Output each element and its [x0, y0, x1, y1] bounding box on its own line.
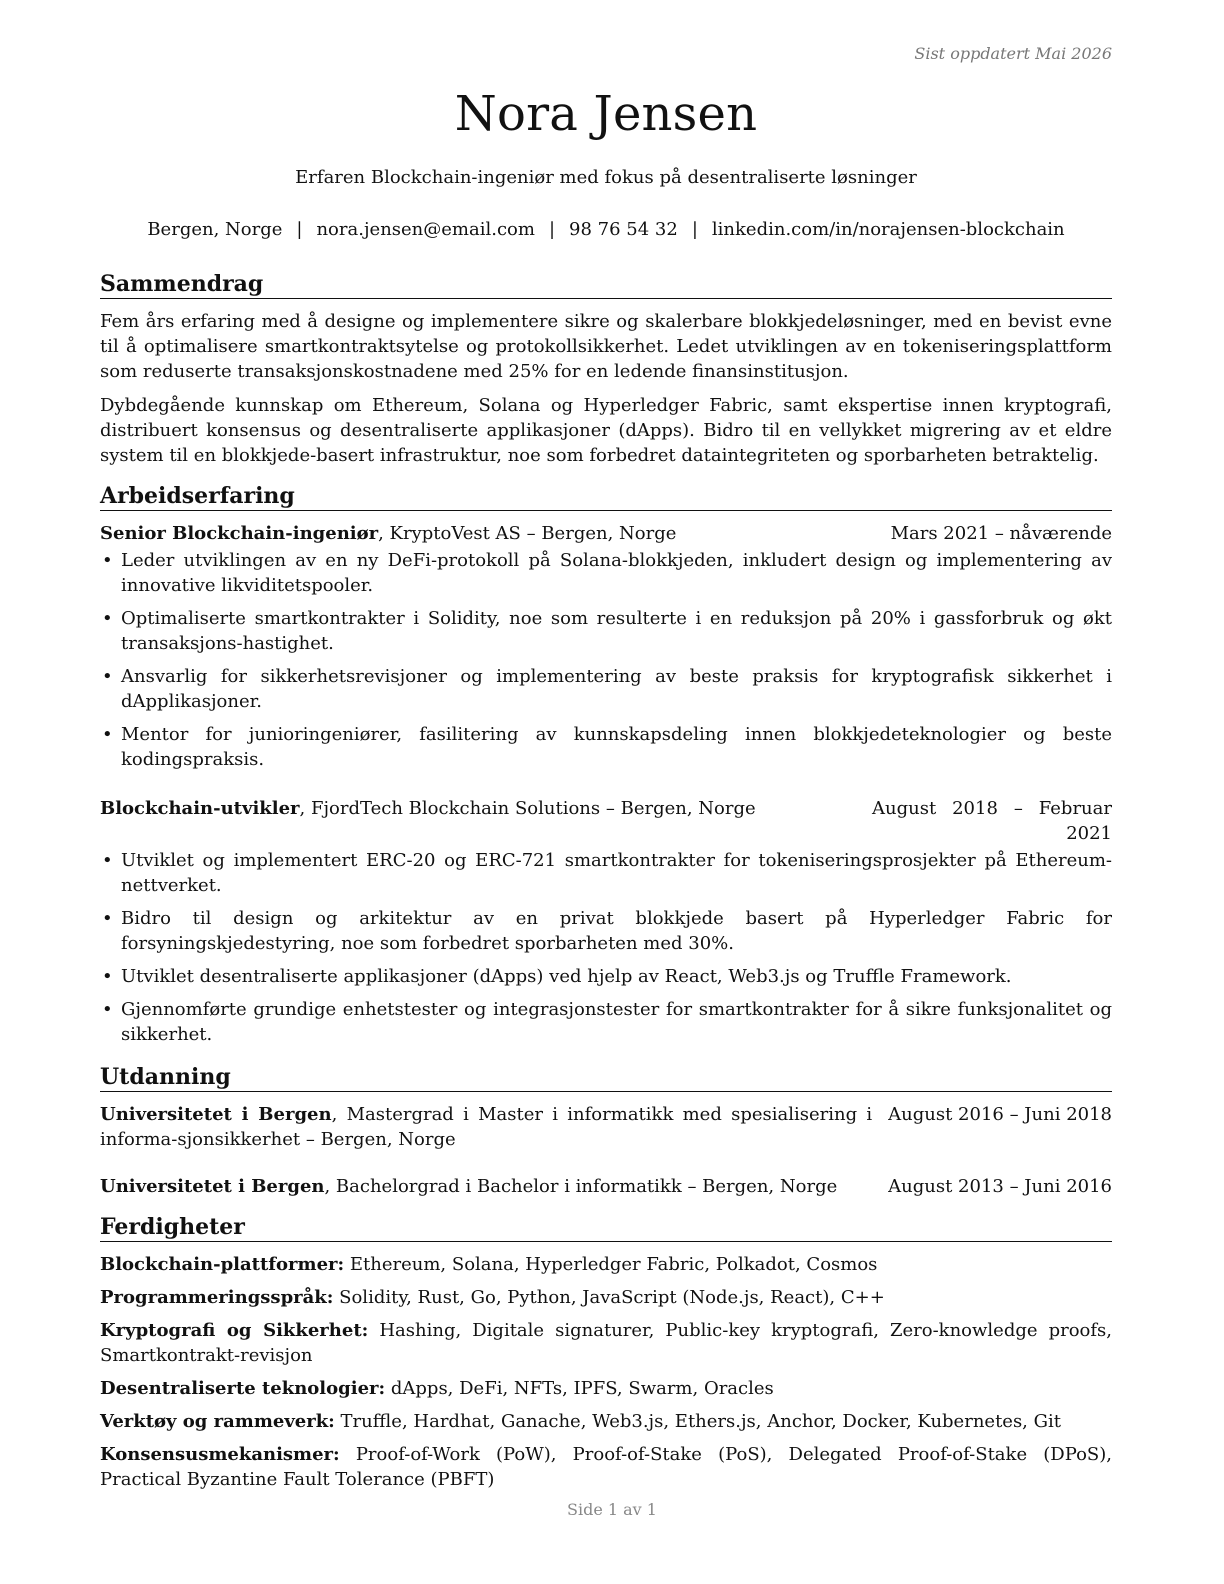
education-entry [100, 1102, 1112, 1152]
skill-line [100, 1376, 1112, 1401]
education-dates: August 2013 – Juni 2016 [888, 1176, 1112, 1197]
job-bullets [100, 548, 1112, 772]
education-detail: , Mastergrad i Master i informatikk med spesialisering i informa-sjonsikkerhet – Bergen, Norge [100, 1104, 873, 1150]
job-bullet: • Utviklet og implementert ERC-20 og ERC-721 smartkontrakter for tokeniseringsprosjekter på Ethereum-nettverket. [100, 848, 1112, 898]
education-entry [100, 1174, 1112, 1199]
job-bullet: • Optimaliserte smartkontrakter i Solidity, noe som resulterte i en reduksjon på 20% i gassforbruk og økt transaksjons-hastighet. [100, 606, 1112, 656]
skill-label: Programmeringsspråk: [100, 1287, 334, 1308]
skill-label: Blockchain-plattformer: [100, 1254, 345, 1275]
skill-line [100, 1409, 1112, 1434]
section-title-skills: Ferdigheter [100, 1213, 1112, 1242]
resume-page [100, 0, 1112, 1584]
job-bullet: • Mentor for junioringeniører, fasilitering av kunnskapsdeling innen blokkjedeteknologier og beste kodingspraksis. [100, 722, 1112, 772]
skill-value: Solidity, Rust, Go, Python, JavaScript (Node.js, React), C++ [333, 1287, 885, 1308]
last-updated: Sist oppdatert Mai 2026 [914, 44, 1112, 63]
education-school: Universitetet i Bergen [100, 1104, 332, 1125]
contact-email[interactable]: nora.jensen@email.com [316, 219, 535, 240]
contact-line [100, 219, 1112, 240]
education-dates: August 2016 – Juni 2018 [888, 1104, 1112, 1125]
skill-value: Proof-of-Work (PoW), Proof-of-Stake (PoS), Delegated Proof-of-Stake (DPoS), Practical Byzantine Fault Tolerance (PBFT) [100, 1444, 1112, 1490]
section-title-experience: Arbeidserfaring [100, 482, 1112, 511]
job-bullet: • Gjennomførte grundige enhetstester og integrasjonstester for smartkontrakter for å sikre funksjonalitet og sikkerhet. [100, 997, 1112, 1047]
skill-line [100, 1252, 1112, 1277]
tagline: Erfaren Blockchain-ingeniør med fokus på desentraliserte løsninger [295, 167, 917, 188]
job-bullet: • Ansvarlig for sikkerhetsrevisjoner og implementering av beste praksis for kryptografisk sikkerhet i dApplikasjoner. [100, 664, 1112, 714]
education-section [100, 1063, 1112, 1199]
skill-value: Ethereum, Solana, Hyperledger Fabric, Polkadot, Cosmos [344, 1254, 878, 1275]
job-company: , KryptoVest AS – Bergen, Norge [378, 523, 677, 544]
job-bullet: • Utviklet desentraliserte applikasjoner (dApps) ved hjelp av React, Web3.js og Truffle Framework. [100, 964, 1112, 989]
skills-section [100, 1213, 1112, 1492]
skill-value: dApps, DeFi, NFTs, IPFS, Swarm, Oracles [385, 1378, 774, 1399]
resume-content [100, 270, 1112, 1506]
summary-section [100, 270, 1112, 468]
job-header [100, 521, 1112, 546]
job-dates: August 2018 – Februar 2021 [872, 798, 1112, 844]
job-role: Senior Blockchain-ingeniør [100, 523, 379, 544]
skill-value: Hashing, Digitale signaturer, Public-key kryptografi, Zero-knowledge proofs, Smartkontrakt-revisjon [100, 1320, 1112, 1366]
job-role: Blockchain-utvikler [100, 798, 300, 819]
page-number: Side 1 av 1 [567, 1500, 657, 1519]
job-company: , FjordTech Blockchain Solutions – Bergen, Norge [299, 798, 756, 819]
skill-value: Truffle, Hardhat, Ganache, Web3.js, Ethers.js, Anchor, Docker, Kubernetes, Git [334, 1411, 1061, 1432]
section-title-education: Utdanning [100, 1063, 1112, 1092]
skill-label: Kryptografi og Sikkerhet: [100, 1320, 369, 1341]
job-bullet: • Leder utviklingen av en ny DeFi-protokoll på Solana-blokkjeden, inkludert design og implementering av innovative likviditetspooler. [100, 548, 1112, 598]
education-school: Universitetet i Bergen [100, 1176, 325, 1197]
contact-separator: | [548, 219, 556, 240]
skill-label: Desentraliserte teknologier: [100, 1378, 386, 1399]
summary-paragraph: Fem års erfaring med å designe og implementere sikre og skalerbare blokkjedeløsninger, med en bevist evne til å optimalisere smartkontraktsytelse og protokollsikkerhet. Ledet utviklingen av en tokeniseringsplattform som reduserte transaksjonskostnadene med 25% for en ledende finansinstitusjon. [100, 311, 1112, 382]
contact-separator: | [296, 219, 303, 240]
job-bullet: • Bidro til design og arkitektur av en privat blokkjede basert på Hyperledger Fabric for forsyningskjedestyring, noe som forbedret sporbarheten med 30%. [100, 906, 1112, 956]
contact-location: Bergen, Norge [147, 219, 283, 240]
job-entry [100, 521, 1112, 772]
job-entry [100, 796, 1112, 1047]
skill-label: Verktøy og rammeverk: [100, 1411, 335, 1432]
experience-section [100, 482, 1112, 1047]
job-bullets [100, 848, 1112, 1047]
contact-phone: 98 76 54 32 [569, 219, 678, 240]
skill-line [100, 1285, 1112, 1310]
skill-line [100, 1442, 1112, 1492]
contact-linkedin[interactable]: linkedin.com/in/norajensen-blockchain [711, 219, 1065, 240]
skill-line [100, 1318, 1112, 1368]
person-name: Nora Jensen [454, 86, 758, 142]
section-title-summary: Sammendrag [100, 270, 1112, 299]
job-header [100, 796, 1112, 846]
summary-paragraph: Dybdegående kunnskap om Ethereum, Solana og Hyperledger Fabric, samt ekspertise innen kryptografi, distribuert konsensus og desentraliserte applikasjoner (dApps). Bidro til en vellykket migrering av et eldre system til en blokkjede-basert infrastruktur, noe som forbedret dataintegriteten og sporbarheten betraktelig. [100, 395, 1112, 466]
skill-label: Konsensusmekanismer: [100, 1444, 340, 1465]
education-detail: , Bachelorgrad i Bachelor i informatikk – Bergen, Norge [324, 1176, 838, 1197]
job-dates: Mars 2021 – nåværende [890, 523, 1112, 544]
contact-separator: | [691, 219, 698, 240]
